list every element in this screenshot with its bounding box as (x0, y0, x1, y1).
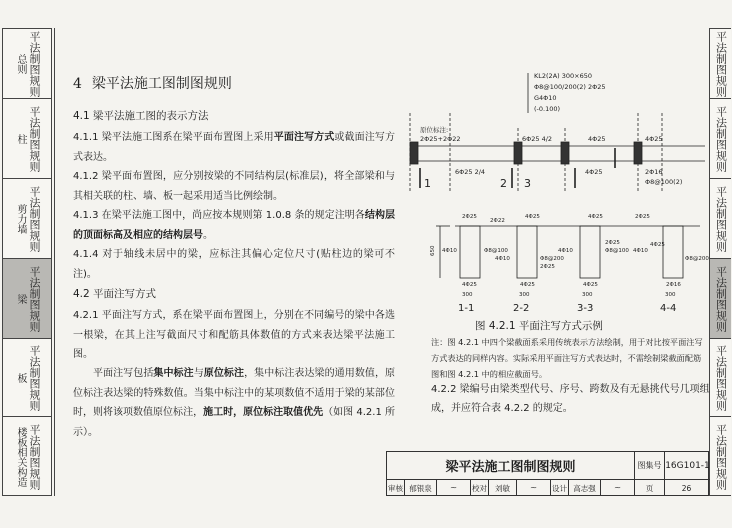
rebar-label: 4Φ25 (525, 214, 540, 220)
review-label: 审核 (387, 480, 405, 496)
column (634, 142, 642, 164)
rebar-label: 4Φ25 (650, 242, 665, 248)
section-width: 300 (582, 292, 593, 298)
axis-number: 3 (524, 177, 531, 190)
figure-4-2-1 (400, 28, 709, 298)
column (514, 142, 522, 164)
tab-sub-label: 总则 (15, 53, 26, 74)
axis-number: 1 (424, 177, 431, 190)
section-width: 300 (665, 292, 676, 298)
tab-sub-label: 剪力墙 (15, 203, 26, 234)
bold-text: 施工时，原位标注取值优先 (203, 407, 324, 418)
rebar-label: 4Φ10 (495, 256, 510, 262)
tab-main-label: 平法制图规则 (28, 344, 41, 411)
rebar-label: 4Φ25 (520, 282, 535, 288)
tab-main-label: 平法制图规则 (28, 185, 41, 252)
text: 与 (193, 368, 204, 379)
signature-row (387, 480, 708, 496)
section-heading-4-2: 4.2 平面注写方式 (73, 288, 157, 300)
tab-main-label: 平法制图规则 (714, 344, 728, 411)
text: ，集中标注表达梁的通用数值，原位标注表达梁的特殊数值。当集中标注中的某项数值不适用于梁的某部位时，则将该项数值原位标注， (73, 368, 396, 418)
section-width: 300 (462, 292, 473, 298)
check-label: 校对 (471, 480, 489, 496)
rebar-label: Φ8@200 (540, 256, 564, 262)
reviewer-signature: ~ (437, 480, 471, 496)
right-tab-beam[interactable] (710, 259, 731, 339)
right-chapter-tabs (709, 28, 731, 496)
tab-main-label: 平法制图规则 (714, 105, 728, 172)
tab-shear-wall[interactable] (3, 179, 51, 259)
paragraph-4-2-1: 4.2.1 平面注写方式，系在梁平面布置图上，分别在不同编号的梁中各选一根梁，在其上注写截面尺寸和配筋具体数值的方式来表达梁平法施工图。 (73, 310, 395, 360)
right-tab-general[interactable] (710, 29, 731, 99)
paragraph-4-2-1-b (73, 364, 395, 442)
column (561, 142, 569, 164)
rebar-label: 4Φ10 (442, 248, 457, 254)
tab-main-label: 平法制图规则 (28, 424, 41, 490)
tab-main-label: 平法制图规则 (28, 265, 41, 332)
right-tab-slab[interactable] (710, 339, 731, 417)
page-number: 26 (681, 483, 692, 493)
beam-label: 4Φ25 (588, 135, 606, 143)
document-page (54, 28, 708, 496)
section-3-3 (580, 226, 600, 278)
reviewer-name: 郁银泉 (405, 480, 437, 496)
concentrated-label: G4Φ10 (534, 94, 557, 102)
bold-text: 结构层的顶面标高及相应的结构层号 (73, 210, 396, 241)
section-width: 300 (519, 292, 530, 298)
concentrated-label: Φ8@100/200(2) 2Φ25 (534, 83, 606, 91)
rebar-label: Φ8@100 (605, 248, 629, 254)
title-block-title: 梁平法施工图制图规则 (387, 452, 635, 480)
rebar-label: 2Φ25 (635, 214, 650, 220)
text: （如图 4.2.1 所示）。 (73, 407, 396, 438)
tab-column[interactable] (3, 99, 51, 179)
right-tab-column[interactable] (710, 99, 731, 179)
section-outline (460, 226, 480, 278)
rebar-label: 2Φ25 (462, 214, 477, 220)
paragraph-4-1-2: 4.1.2 梁平面布置图，应分别按梁的不同结构层(标准层)，将全部梁和与其相关联的柱、墙、板一起采用适当比例绘制。 (73, 171, 395, 202)
rebar-label: 2Φ25 (605, 240, 620, 246)
axis-number: 2 (500, 177, 507, 190)
beam-label: 6Φ25 4/2 (522, 135, 553, 143)
tab-beam[interactable] (3, 259, 51, 339)
beam-label: 4Φ25 (645, 135, 663, 143)
tab-main-label: 平法制图规则 (28, 105, 41, 172)
chapter-heading (73, 73, 232, 93)
figure-caption: 图 4.2.1 平面注写方式示例 (475, 320, 603, 332)
section-outline (663, 226, 683, 278)
rebar-label: 2Φ25 (540, 264, 555, 270)
rebar-label: Φ8@100 (484, 248, 508, 254)
design-label: 设计 (551, 480, 569, 496)
section-name: 3-3 (577, 303, 594, 314)
text: 4.1.3 在梁平法施工图中，尚应按本规则第 1.0.8 条的规定注明各 (73, 210, 365, 221)
title-block (386, 451, 709, 496)
column (410, 142, 418, 164)
atlas-number: 16G101-1 (665, 452, 710, 480)
bold-text: 平面注写方式 (273, 132, 335, 143)
page-label: 页 (635, 480, 665, 496)
bold-text: 集中标注 (153, 368, 194, 379)
beam-label: 6Φ25 2/4 (455, 168, 486, 176)
tab-main-label: 平法制图规则 (714, 30, 728, 97)
tab-main-label: 平法制图规则 (714, 185, 728, 252)
rebar-label: 4Φ25 (588, 214, 603, 220)
tab-general[interactable] (3, 29, 51, 99)
tab-main-label: 平法制图规则 (28, 30, 41, 97)
rebar-label: 2Φ16 (666, 282, 681, 288)
original-label: 原位标注: (420, 126, 449, 134)
paragraph-4-2-2: 4.2.2 梁编号由梁类型代号、序号、跨数及有无悬挑代号几项组成，并应符合表 4.2.2 的规定。 (431, 384, 710, 414)
right-tab-slab-details[interactable] (710, 417, 731, 497)
beam-label: Φ8@100(2) (645, 178, 683, 186)
checker-signature: ~ (517, 480, 551, 496)
section-name: 1-1 (458, 303, 475, 314)
atlas-label: 图集号 (635, 452, 665, 480)
bold-text: 原位标注 (203, 368, 245, 379)
height-dimension: 650 (430, 245, 436, 256)
concentrated-label: (-0.100) (534, 105, 561, 113)
section-outline (517, 226, 537, 278)
paragraph-4-1-3 (73, 206, 395, 245)
text: 平面注写包括 (93, 368, 154, 379)
rebar-label: Φ8@200 (685, 256, 709, 262)
paragraph-4-1-4: 4.1.4 对于轴线未居中的梁，应标注其偏心定位尺寸(贴柱边的梁可不注)。 (73, 249, 395, 280)
designer-name: 高志强 (569, 480, 601, 496)
text: 4.1.1 梁平法施工图系在梁平面布置图上采用 (73, 132, 274, 143)
section-heading-4-1: 4.1 梁平法施工图的表示方法 (73, 110, 209, 122)
rebar-label: 4Φ10 (558, 248, 573, 254)
concentrated-label: KL2(2A) 300×650 (534, 72, 592, 80)
tab-main-label: 平法制图规则 (714, 265, 728, 332)
figure-note: 注：图 4.2.1 中四个梁截面系采用传统表示方法绘制，用于对比按平面注写方式表达的同样内容。实际采用平面注写方式表达时，不需绘制梁截面配筋图和图 4.2.1 中的相应截面号。 (431, 337, 703, 379)
chapter-number: 4 (73, 76, 82, 92)
tab-slab-details[interactable] (3, 417, 51, 497)
rebar-label: 4Φ25 (583, 282, 598, 288)
tab-sub-label: 楼板相关构造 (15, 427, 26, 487)
rebar-label: 4Φ10 (633, 248, 648, 254)
rebar-label: 4Φ25 (462, 282, 477, 288)
tab-sub-label: 柱 (15, 133, 26, 144)
paragraph-4-1-1 (73, 128, 395, 167)
left-chapter-tabs (2, 28, 52, 496)
chapter-title: 梁平法施工图制图规则 (91, 76, 232, 92)
section-2-2 (517, 226, 537, 278)
original-label: 2Φ25+2Φ22 (420, 135, 461, 143)
right-tab-shear-wall[interactable] (710, 179, 731, 259)
text: 。 (203, 229, 213, 241)
tab-main-label: 平法制图规则 (714, 424, 728, 490)
designer-signature: ~ (601, 480, 635, 496)
section-outline (580, 226, 600, 278)
tab-slab[interactable] (3, 339, 51, 417)
section-name: 4-4 (660, 303, 677, 314)
tab-sub-label: 板 (15, 372, 26, 383)
tab-sub-label: 梁 (15, 293, 26, 304)
beam-label: 4Φ25 (585, 168, 603, 176)
section-4-4 (663, 226, 683, 278)
beam-label: 2Φ16 (645, 168, 663, 176)
section-name: 2-2 (513, 303, 530, 314)
rebar-label: 2Φ22 (490, 218, 505, 224)
text: 或截面注写方式表达。 (73, 132, 396, 163)
checker-name: 刘敏 (489, 480, 517, 496)
